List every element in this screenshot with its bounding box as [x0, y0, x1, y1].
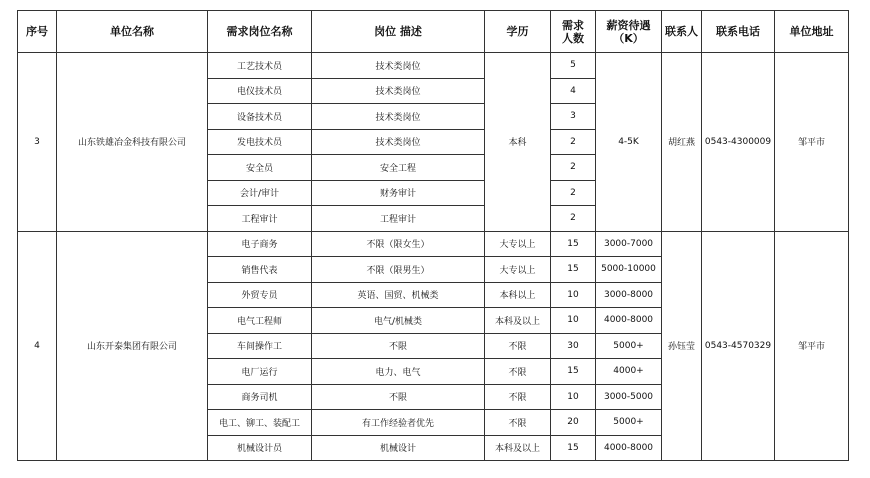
salary-cell: 3000-5000 [596, 384, 662, 410]
edu-cell: 大专以上 [485, 257, 551, 283]
table-row [18, 53, 849, 79]
salary-cell: 5000+ [596, 333, 662, 359]
desc-cell: 电力、电气 [312, 359, 485, 385]
header-seq: 序号 [18, 11, 57, 53]
salary-cell: 5000+ [596, 410, 662, 436]
desc-cell: 不限（限女生） [312, 231, 485, 257]
count-cell: 4 [551, 78, 596, 104]
desc-cell: 英语、国贸、机械类 [312, 282, 485, 308]
header-count-label: 需求人数 [562, 18, 584, 45]
company-cell: 山东开泰集团有限公司 [57, 231, 208, 461]
count-cell: 5 [551, 53, 596, 79]
desc-cell: 技术类岗位 [312, 78, 485, 104]
position-cell: 会计/审计 [208, 180, 312, 206]
edu-cell: 本科及以上 [485, 435, 551, 461]
position-cell: 销售代表 [208, 257, 312, 283]
position-cell: 电气工程师 [208, 308, 312, 334]
edu-cell: 本科以上 [485, 282, 551, 308]
position-cell: 电厂运行 [208, 359, 312, 385]
salary-cell: 4000+ [596, 359, 662, 385]
count-cell: 15 [551, 359, 596, 385]
table-row [18, 231, 849, 257]
position-cell: 机械设计员 [208, 435, 312, 461]
count-cell: 10 [551, 308, 596, 334]
position-cell: 电工、铆工、装配工 [208, 410, 312, 436]
count-cell: 2 [551, 155, 596, 181]
count-cell: 2 [551, 206, 596, 232]
desc-cell: 不限 [312, 333, 485, 359]
phone-cell: 0543-4300009 [702, 53, 775, 232]
recruitment-table [17, 10, 849, 461]
company-cell: 山东铁雄冶金科技有限公司 [57, 53, 208, 232]
header-contact: 联系人 [662, 11, 702, 53]
desc-cell: 不限（限男生） [312, 257, 485, 283]
edu-cell: 本科 [485, 53, 551, 232]
count-cell: 10 [551, 282, 596, 308]
desc-cell: 不限 [312, 384, 485, 410]
edu-cell: 不限 [485, 333, 551, 359]
seq-cell: 4 [18, 231, 57, 461]
position-cell: 安全员 [208, 155, 312, 181]
position-cell: 电子商务 [208, 231, 312, 257]
edu-cell: 大专以上 [485, 231, 551, 257]
position-cell: 商务司机 [208, 384, 312, 410]
header-address: 单位地址 [775, 11, 849, 53]
count-cell: 3 [551, 104, 596, 130]
count-cell: 15 [551, 435, 596, 461]
desc-cell: 技术类岗位 [312, 104, 485, 130]
count-cell: 15 [551, 231, 596, 257]
desc-cell: 安全工程 [312, 155, 485, 181]
count-cell: 2 [551, 129, 596, 155]
position-cell: 工艺技术员 [208, 53, 312, 79]
desc-cell: 财务审计 [312, 180, 485, 206]
count-cell: 15 [551, 257, 596, 283]
count-cell: 30 [551, 333, 596, 359]
salary-cell: 3000-8000 [596, 282, 662, 308]
edu-cell: 不限 [485, 384, 551, 410]
header-position: 需求岗位名称 [208, 11, 312, 53]
address-cell: 邹平市 [775, 53, 849, 232]
position-cell: 发电技术员 [208, 129, 312, 155]
position-cell: 电仪技术员 [208, 78, 312, 104]
count-cell: 20 [551, 410, 596, 436]
salary-cell: 5000-10000 [596, 257, 662, 283]
edu-cell: 不限 [485, 359, 551, 385]
contact-cell: 孙钰莹 [662, 231, 702, 461]
desc-cell: 机械设计 [312, 435, 485, 461]
count-cell: 2 [551, 180, 596, 206]
header-count [551, 11, 596, 53]
position-cell: 设备技术员 [208, 104, 312, 130]
phone-cell: 0543-4570329 [702, 231, 775, 461]
edu-cell: 不限 [485, 410, 551, 436]
edu-cell: 本科及以上 [485, 308, 551, 334]
count-cell: 10 [551, 384, 596, 410]
desc-cell: 电气/机械类 [312, 308, 485, 334]
salary-cell: 4-5K [596, 53, 662, 232]
header-salary-label: 薪资待遇（K） [606, 18, 651, 45]
position-cell: 工程审计 [208, 206, 312, 232]
header-row [18, 11, 849, 53]
position-cell: 车间操作工 [208, 333, 312, 359]
salary-cell: 4000-8000 [596, 308, 662, 334]
header-edu: 学历 [485, 11, 551, 53]
header-company: 单位名称 [57, 11, 208, 53]
desc-cell: 技术类岗位 [312, 129, 485, 155]
desc-cell: 工程审计 [312, 206, 485, 232]
header-phone: 联系电话 [702, 11, 775, 53]
salary-cell: 4000-8000 [596, 435, 662, 461]
contact-cell: 胡红燕 [662, 53, 702, 232]
address-cell: 邹平市 [775, 231, 849, 461]
header-desc: 岗位 描述 [312, 11, 485, 53]
salary-cell: 3000-7000 [596, 231, 662, 257]
desc-cell: 技术类岗位 [312, 53, 485, 79]
position-cell: 外贸专员 [208, 282, 312, 308]
seq-cell: 3 [18, 53, 57, 232]
desc-cell: 有工作经验者优先 [312, 410, 485, 436]
header-salary [596, 11, 662, 53]
